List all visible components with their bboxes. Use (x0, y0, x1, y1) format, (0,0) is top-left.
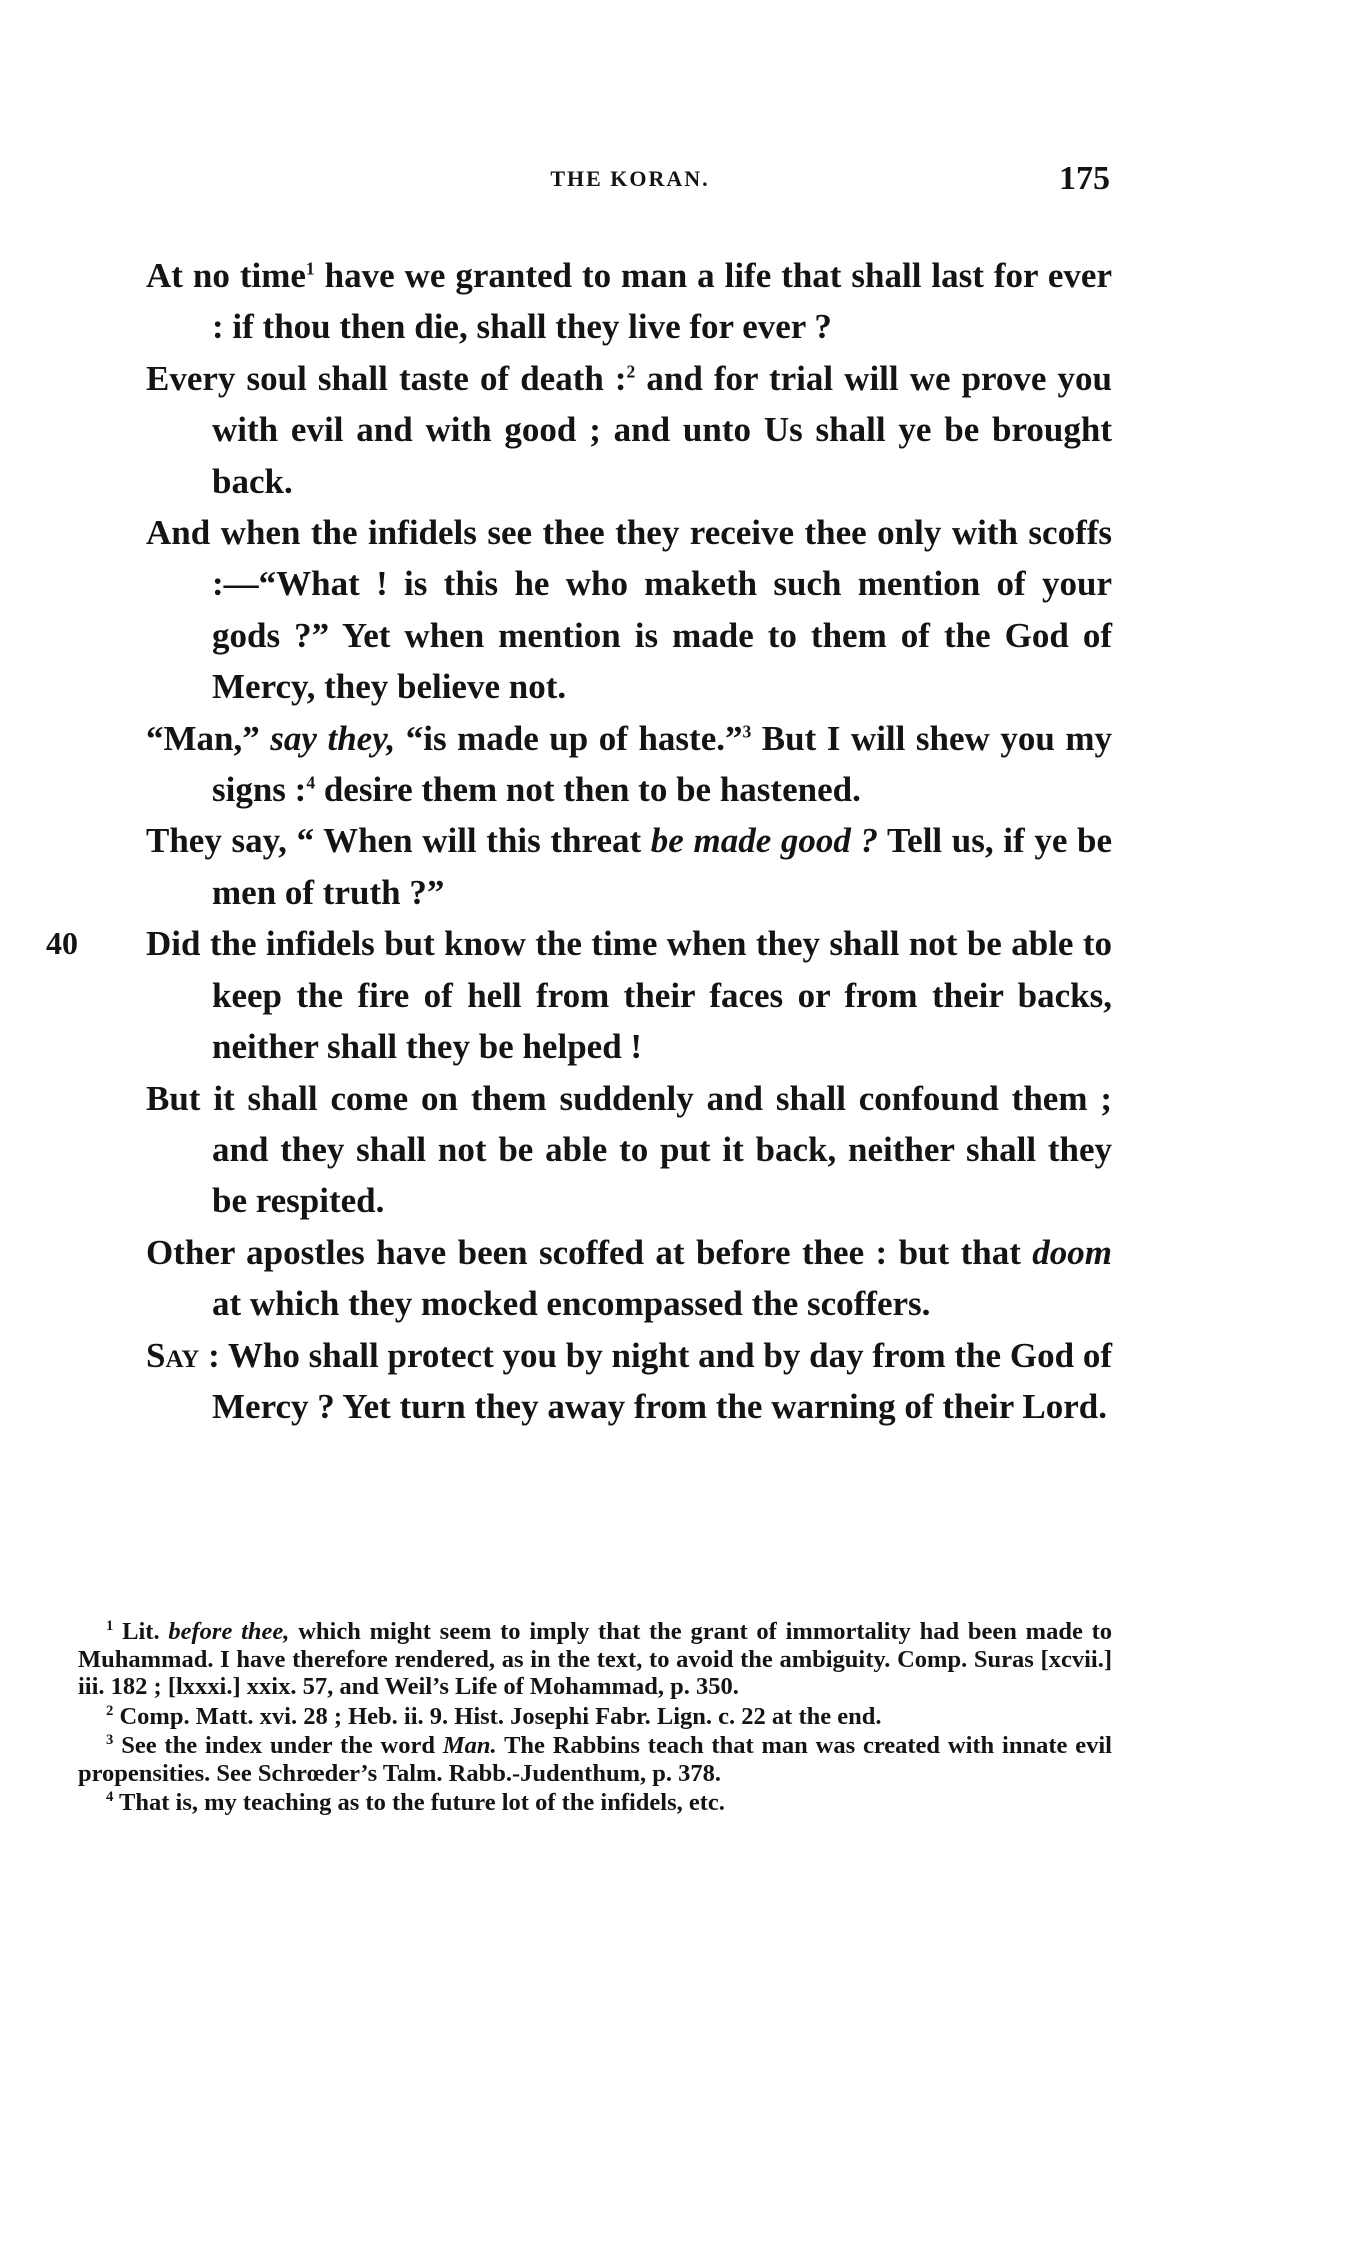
verse-1: At no time$^1$ have we granted to man a life that shall last for ever : if thou then die, shall they live for ever ? (146, 256, 1112, 347)
verse-list (46, 250, 1113, 1432)
say-keyword: Say (146, 1335, 200, 1375)
verse-8: Other apostles have been scoffed at before thee : but that doom at which they mocked encompassed the scoffers. (146, 1232, 1112, 1324)
footnote-4: $^4$ That is, my teaching as to the future lot of the infidels, etc. (106, 1788, 725, 1816)
verse-7: But it shall come on them suddenly and shall confound them ; and they shall not be able to put it back, neither shall they be respited. (146, 1078, 1112, 1221)
verse-4: “Man,” say they, “is made up of haste.”$^3$ But I will shew you my signs :$^4$ desire them not then to be hastened. (146, 718, 1112, 810)
verse-9: Say : Who shall protect you by night and by day from the God of Mercy ? Yet turn they away from the warning of their Lord. (146, 1335, 1112, 1426)
page-number: 175 (1059, 160, 1110, 197)
footnote-ref-1[interactable]: 1 (305, 258, 315, 279)
footnote-3: $^3$ See the index under the word Man. The Rabbins teach that man was created with innate evil propensities. See Schrœder’s Talm. Rabb.-Judenthum, p. 378. (78, 1731, 1112, 1787)
footnote-ref-4[interactable]: 4 (306, 772, 316, 793)
verse-number: 40 (46, 925, 78, 962)
verse-3: And when the infidels see thee they receive thee only with scoffs :—“What ! is this he who maketh such mention of your gods ?” Yet when mention is made to them of the God of Mercy, they believe not. (146, 513, 1112, 707)
running-title: THE KORAN. (550, 166, 710, 191)
verse-2: Every soul shall taste of death :$^2$ and for trial will we prove you with evil and with good ; and unto Us shall ye be brought back. (146, 358, 1112, 501)
footnote-ref-2[interactable]: 2 (626, 361, 636, 382)
footnote-ref-3[interactable]: 3 (742, 721, 752, 741)
verse-6: 40 Did the infidels but know the time when they shall not be able to keep the fire of hell from their faces or from their backs, neither shall they be helped ! (146, 918, 1112, 1072)
running-header (150, 160, 1110, 206)
footnotes (78, 1618, 1112, 1819)
footnote-2: $^2$ Comp. Matt. xvi. 28 ; Heb. ii. 9. Hist. Josephi Fabr. Lign. c. 22 at the end. (106, 1702, 882, 1730)
verse-5: They say, “ When will this threat be made good ? Tell us, if ye be men of truth ?” (146, 821, 1113, 912)
footnote-1: $^1$ Lit. before thee, which might seem to imply that the grant of immortality had been made to Muhammad. I have therefore rendered, as in the text, to avoid the ambiguity. Comp. Suras [xcvii.] iii. 182 ; [lxxxi.] xxix. 57, and Weil’s Life of Mohammad, p. 350. (78, 1617, 1113, 1700)
